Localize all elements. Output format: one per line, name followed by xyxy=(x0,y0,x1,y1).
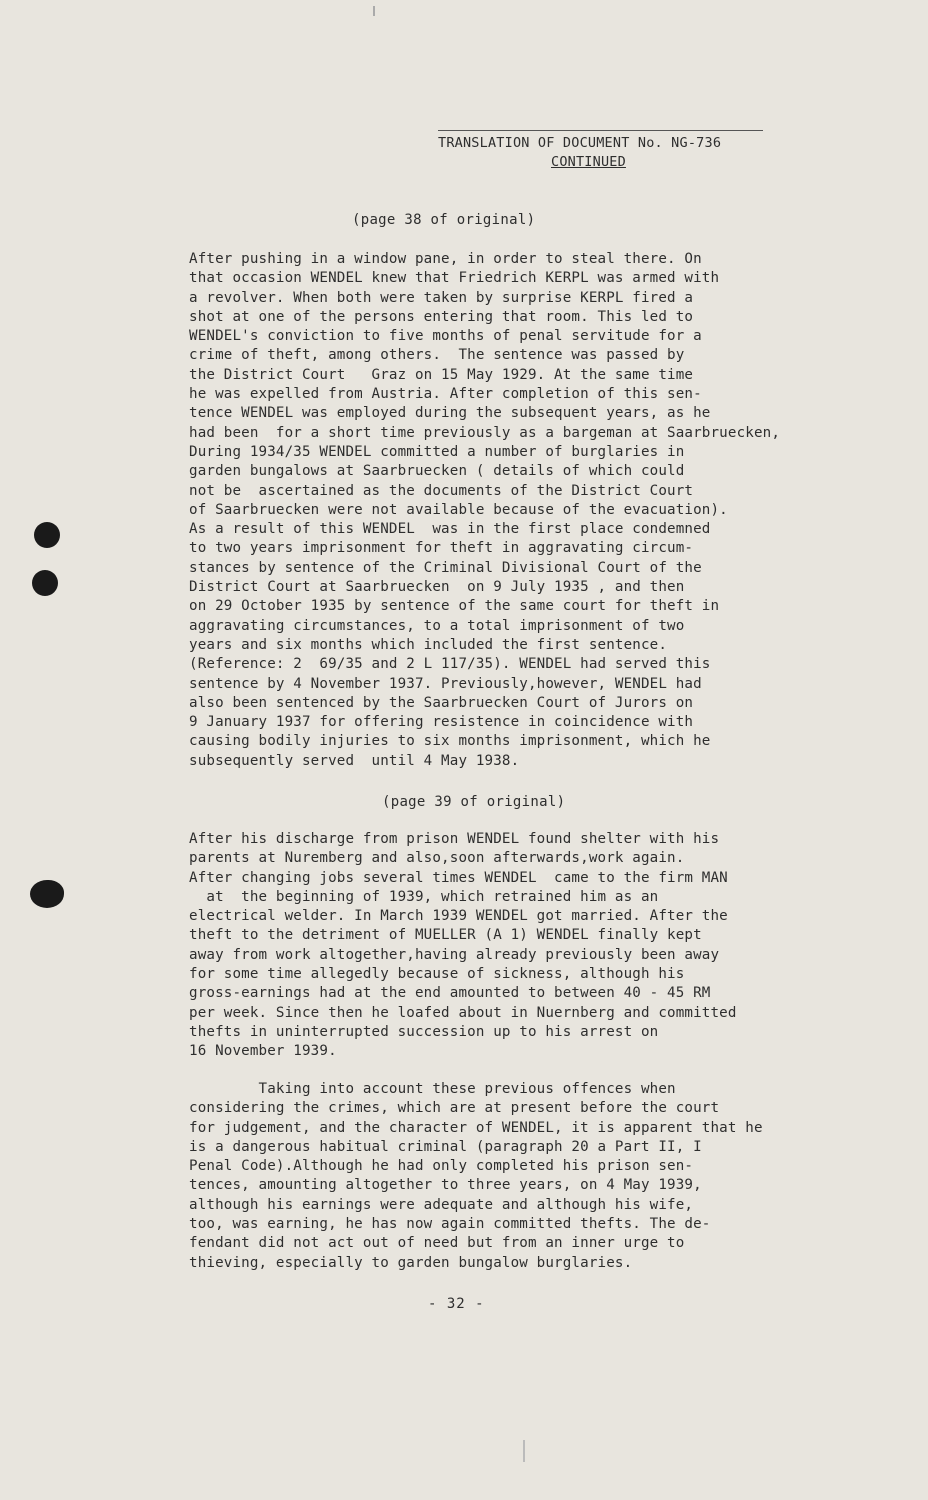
continued-label: CONTINUED xyxy=(551,154,626,170)
punch-hole-middle xyxy=(32,570,58,596)
punch-hole-top xyxy=(34,522,60,548)
page-39-reference: (page 39 of original) xyxy=(382,794,566,810)
page-number: - 32 - xyxy=(428,1296,485,1312)
page-38-reference: (page 38 of original) xyxy=(352,212,536,228)
document-title: TRANSLATION OF DOCUMENT No. NG-736 xyxy=(438,135,722,151)
header-rule xyxy=(438,130,763,131)
punch-hole-bottom xyxy=(30,880,64,908)
conclusion-paragraph: Taking into account these previous offences when considering the crimes, which are at present before the court for judgement, and the character of WENDEL, it is apparent that he is a dangerous habitual criminal (paragraph 20 a Part II, I Penal Code).Although he had only completed his prison sen- tences, amounting altogether to three years, on 4 May 1939, although his earnings were adequate and although his wife, too, was earning, he has now again committed thefts. The de- fendant did not act out of need but from an inner urge to thieving, especially to garden bungalow burglaries. xyxy=(189,1081,763,1271)
page-38-paragraph: After pushing in a window pane, in order to steal there. On that occasion WENDEL knew that Friedrich KERPL was armed with a revolver. When both were taken by surprise KERPL fired a shot at one of the persons entering that room. This led to WENDEL's conviction to five months of penal servitude for a crime of theft, among others. The sentence was passed by the District Court Graz on 15 May 1929. At the same time he was expelled from Austria. After completion of this sen- tence WENDEL was employed during the subsequent years, as he had been for a short time previously as a bargeman at Saarbruecken, During 1934/35 WENDEL committed a number of burglaries in garden bungalows at Saarbruecken ( details of which could not be ascertained as the documents of the District Court of Saarbruecken were not available because of the evacuation). As a result of this WENDEL was in the first place condemned to two years imprisonment for theft in aggravating circum- stances by sentence of the Criminal Divisional Court of the District Court at Saarbruecken on 9 July 1935 , and then on 29 October 1935 by sentence of the same court for theft in aggravating circumstances, to a total imprisonment of two years and six months which included the first sentence. (Reference: 2 69/35 and 2 L 117/35). WENDEL had served this sentence by 4 November 1937. Previously,however, WENDEL had also been sentenced by the Saarbruecken Court of Jurors on 9 January 1937 for offering resistence in coincidence with causing bodily injuries to six months imprisonment, which he subsequently served until 4 May 1938. xyxy=(189,251,781,769)
page-39-paragraph: After his discharge from prison WENDEL found shelter with his parents at Nuremberg and also,soon afterwards,work again. After changing jobs several times WENDEL came to the firm MAN at the beginning of 1939, which retrained him as an electrical welder. In March 1939 WENDEL got married. After the theft to the detriment of MUELLER (A 1) WENDEL finally kept away from work altogether,having already previously been away for some time allegedly because of sickness, although his gross-earnings had at the end amounted to between 40 - 45 RM per week. Since then he loafed about in Nuernberg and committed thefts in uninterrupted succession up to his arrest on 16 November 1939. xyxy=(189,831,737,1060)
paper-speck xyxy=(523,1440,525,1462)
paper-speck xyxy=(373,6,375,16)
document-header xyxy=(438,134,721,172)
